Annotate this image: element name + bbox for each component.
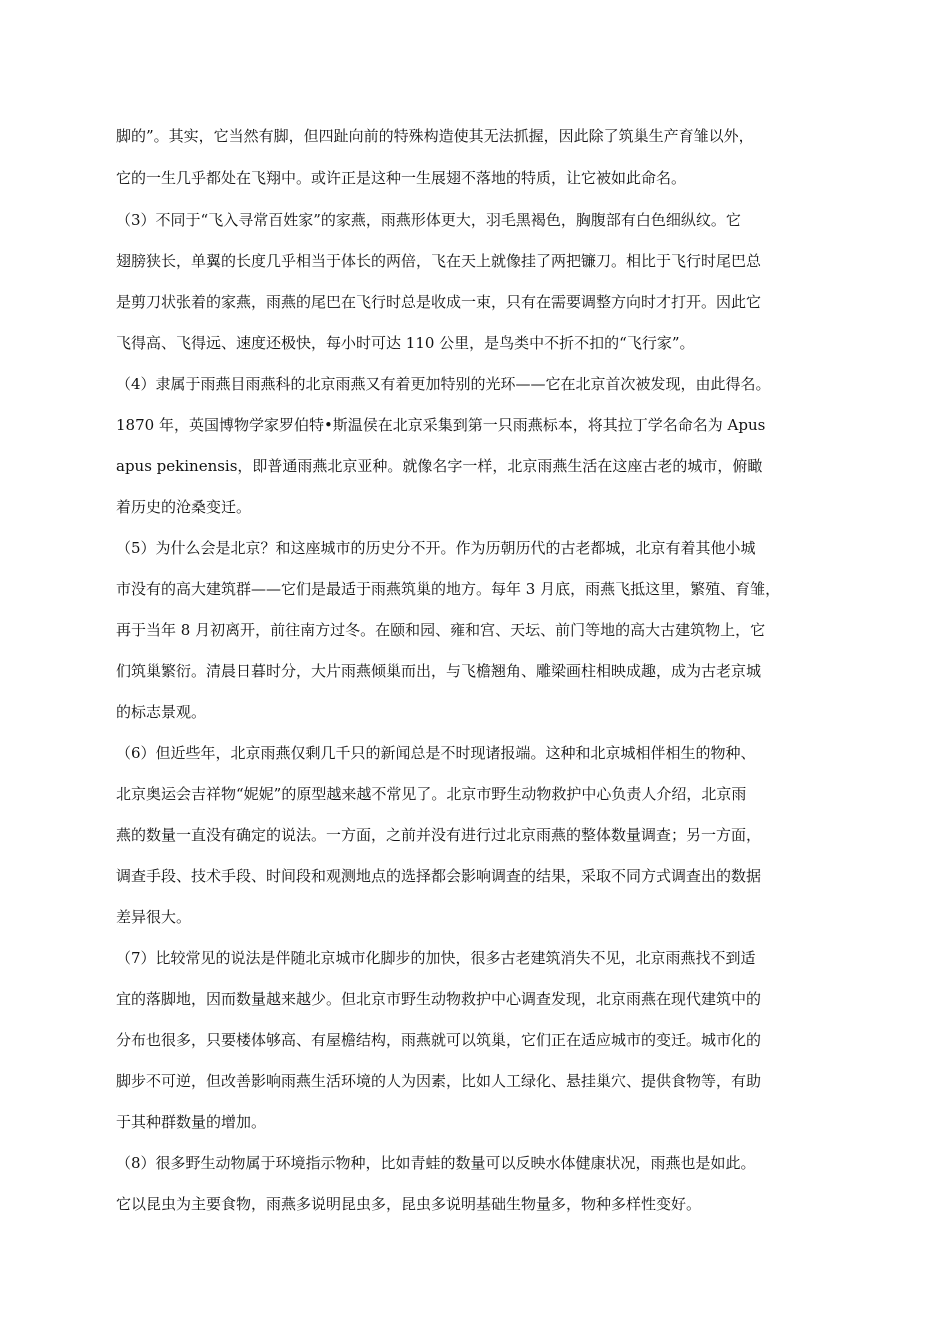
text-line: 差异很大。 bbox=[116, 908, 192, 926]
text-line: 1870 年，英国博物学家罗伯特•斯温侯在北京采集到第一只雨燕标本，将其拉丁学名命名为 Apus bbox=[116, 416, 766, 434]
text-line: 是剪刀状张着的家燕，雨燕的尾巴在飞行时总是收成一束，只有在需要调整方向时才打开。因此它 bbox=[116, 293, 762, 311]
text-line: 再于当年 8 月初离开，前往南方过冬。在颐和园、雍和宫、天坛、前门等地的高大古建筑物上，它 bbox=[116, 621, 766, 639]
text-line: 的标志景观。 bbox=[116, 703, 207, 721]
text-line: 脚的”。其实，它当然有脚，但四趾向前的特殊构造使其无法抓握，因此除了筑巢生产育雏以外， bbox=[116, 127, 754, 145]
paragraph-4-start: （4）隶属于雨燕目雨燕科的北京雨燕又有着更加特别的光环——它在北京首次被发现，由此得名。 bbox=[116, 375, 771, 393]
text-line: 们筑巢繁衍。清晨日暮时分，大片雨燕倾巢而出，与飞檐翘角、雕梁画柱相映成趣，成为古老京城 bbox=[116, 662, 762, 680]
text-line: 它的一生几乎都处在飞翔中。或许正是这种一生展翅不落地的特质，让它被如此命名。 bbox=[116, 169, 687, 187]
text-line: apus pekinensis，即普通雨燕北京亚种。就像名字一样，北京雨燕生活在这座古老的城市，俯瞰 bbox=[116, 457, 763, 475]
text-line: 分布也很多，只要楼体够高、有屋檐结构，雨燕就可以筑巢，它们正在适应城市的变迁。城市化的 bbox=[116, 1031, 762, 1049]
paragraph-8-start: （8）很多野生动物属于环境指示物种，比如青蛙的数量可以反映水体健康状况，雨燕也是如此。 bbox=[116, 1154, 756, 1172]
text-line: 翅膀狭长，单翼的长度几乎相当于体长的两倍，飞在天上就像挂了两把镰刀。相比于飞行时尾巴总 bbox=[116, 252, 762, 270]
text-line: 于其种群数量的增加。 bbox=[116, 1113, 267, 1131]
text-line: 市没有的高大建筑群——它们是最适于雨燕筑巢的地方。每年 3 月底，雨燕飞抵这里，繁殖、育雏， bbox=[116, 580, 781, 598]
text-line: 它以昆虫为主要食物，雨燕多说明昆虫多，昆虫多说明基础生物量多，物种多样性变好。 bbox=[116, 1195, 702, 1213]
paragraph-3-start: （3）不同于“飞入寻常百姓家”的家燕，雨燕形体更大，羽毛黑褐色，胸腹部有白色细纵纹。它 bbox=[116, 211, 741, 229]
text-line: 宜的落脚地，因而数量越来越少。但北京市野生动物救护中心调查发现，北京雨燕在现代建筑中的 bbox=[116, 990, 762, 1008]
text-line: 着历史的沧桑变迁。 bbox=[116, 498, 252, 516]
paragraph-6-start: （6）但近些年，北京雨燕仅剩几千只的新闻总是不时现诸报端。这种和北京城相伴相生的物种、 bbox=[116, 744, 756, 762]
text-line: 燕的数量一直没有确定的说法。一方面，之前并没有进行过北京雨燕的整体数量调查；另一方面， bbox=[116, 826, 762, 844]
text-line: 飞得高、飞得远、速度还极快，每小时可达 110 公里，是鸟类中不折不扣的“飞行家”。 bbox=[116, 334, 695, 352]
text-line: 调查手段、技术手段、时间段和观测地点的选择都会影响调查的结果，采取不同方式调查出的数据 bbox=[116, 867, 762, 885]
text-line: 北京奥运会吉祥物“妮妮”的原型越来越不常见了。北京市野生动物救护中心负责人介绍，北京雨 bbox=[116, 785, 747, 803]
paragraph-5-start: （5）为什么会是北京？和这座城市的历史分不开。作为历朝历代的古老都城，北京有着其他小城 bbox=[116, 539, 756, 557]
text-line: 脚步不可逆，但改善影响雨燕生活环境的人为因素，比如人工绿化、悬挂巢穴、提供食物等，有助 bbox=[116, 1072, 762, 1090]
paragraph-7-start: （7）比较常见的说法是伴随北京城市化脚步的加快，很多古老建筑消失不见，北京雨燕找不到适 bbox=[116, 949, 756, 967]
